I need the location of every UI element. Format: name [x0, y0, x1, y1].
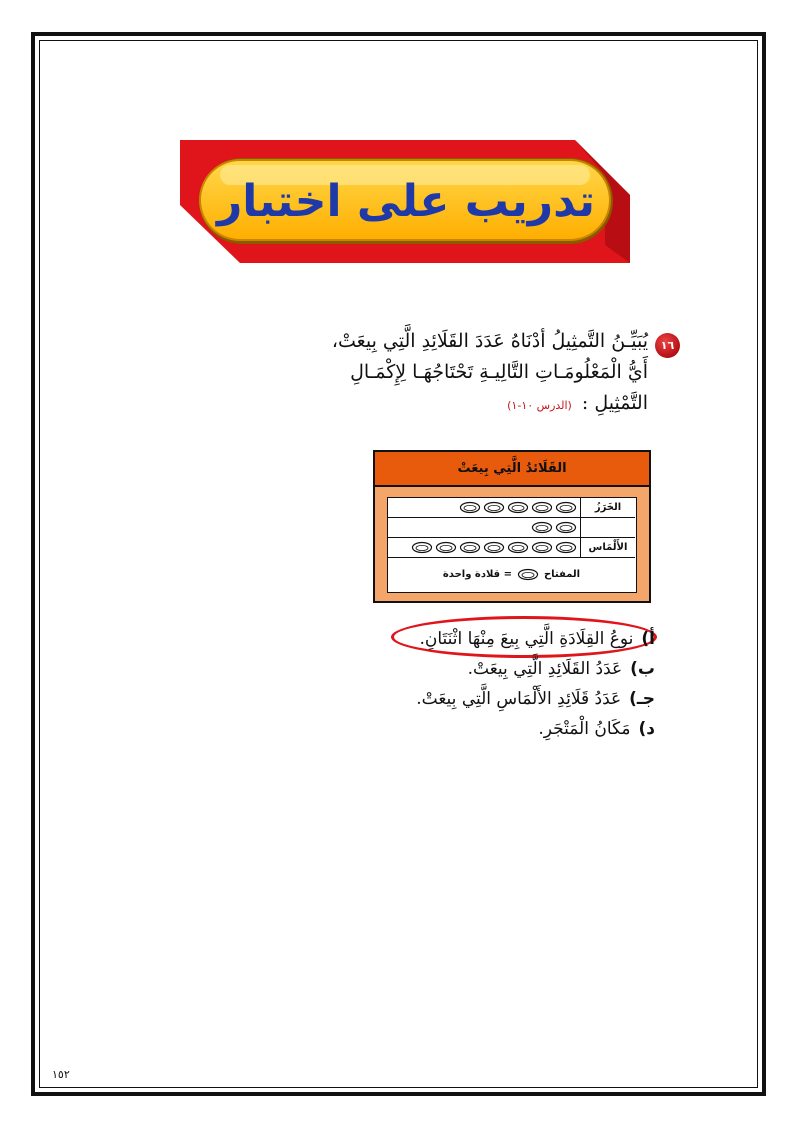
choice-letter: أ) [641, 629, 655, 649]
choice-text: عَدَدُ القَلَائِدِ الَّتِي بِيعَتْ. [467, 659, 623, 679]
necklaces-table [373, 450, 651, 603]
key-label: المفتاح [543, 569, 581, 580]
choice-b[interactable] [380, 654, 655, 684]
necklace-icons [411, 541, 577, 555]
choice-letter: د) [638, 719, 655, 739]
necklace-icons [531, 521, 577, 535]
choice-a[interactable] [380, 624, 655, 654]
choice-text: مَكَانُ الْمَتْجَرِ. [538, 719, 631, 739]
necklace-icon [459, 541, 481, 554]
necklace-icon [435, 541, 457, 554]
necklace-icon [517, 568, 539, 581]
lesson-reference: (الدرس ١٠-١) [507, 399, 572, 412]
question-text [330, 326, 648, 421]
table-grid [387, 497, 637, 593]
question-line-1: يُبَيِّـنُ التَّمثِيلُ أدْنَاهُ عَدَدَ القَلَائِدِ الَّتِي بِيعَتْ، [331, 330, 648, 352]
necklace-icon [507, 541, 529, 554]
choice-d[interactable] [380, 714, 655, 744]
row-label: الخَرَزُ [580, 498, 635, 517]
table-row [388, 518, 635, 538]
table-row [388, 498, 635, 518]
table-row [388, 538, 635, 558]
choice-letter: ب) [630, 659, 655, 679]
necklace-icon [555, 541, 577, 554]
necklace-icon [483, 501, 505, 514]
necklace-icon [483, 541, 505, 554]
banner-title: تدريب على اختبار [216, 175, 596, 227]
table-key-row [388, 558, 635, 591]
question-line-2: أَيُّ الْمَعْلُومَـاتِ التَّالِيـةِ تَحْتَاجُهَـا لِإِكْمَـالِ [350, 361, 648, 383]
choice-text: عَدَدُ قَلَائِدِ الأَلْمَاسِ الَّتِي بِيعَتْ. [416, 689, 622, 709]
choice-c[interactable] [380, 684, 655, 714]
necklace-icon [555, 521, 577, 534]
row-label [580, 518, 635, 537]
necklace-icon [507, 501, 529, 514]
choice-text: نوعُ القِلَادَةِ الَّتِي بِيعَ مِنْهَا اثْنَتَانِ. [419, 629, 634, 649]
page-number: ١٥٢ [52, 1068, 70, 1081]
necklace-icon [459, 501, 481, 514]
choice-letter: جـ) [629, 689, 655, 709]
question-number-badge: ١٦ [655, 333, 680, 358]
necklace-icon [531, 541, 553, 554]
answer-choices [380, 624, 655, 744]
necklace-icons [459, 501, 577, 515]
table-key [388, 558, 635, 591]
necklace-icon [531, 501, 553, 514]
key-value: = قلادة واحدة [442, 569, 512, 580]
table-title: القَلَائدُ الَّتِي بِيعَتْ [375, 452, 649, 487]
question-line-3 [330, 388, 648, 421]
necklace-icon [555, 501, 577, 514]
row-label: الأَلْمَاس [580, 538, 635, 557]
question-line-3-text: التَّمْثِيلِ : [581, 392, 648, 414]
necklace-icon [531, 521, 553, 534]
necklace-icon [411, 541, 433, 554]
